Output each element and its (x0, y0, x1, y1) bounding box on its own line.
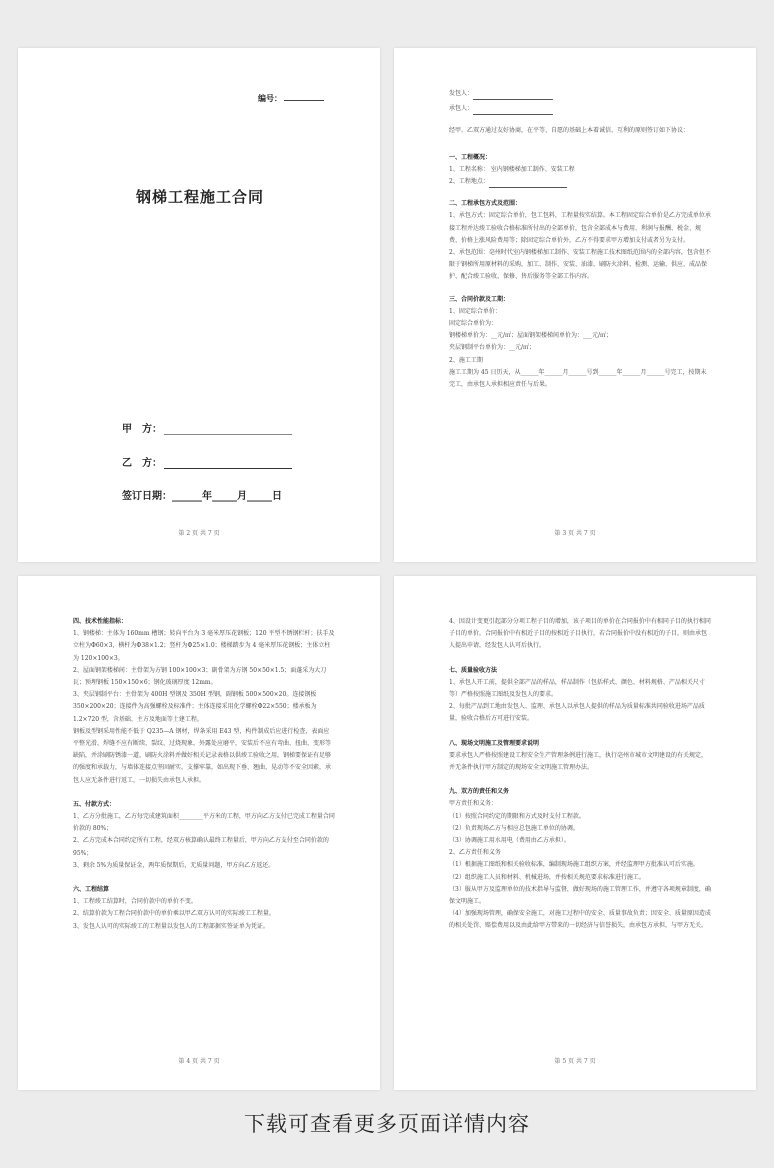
page-footer: 第 3 页 共 7 页 (554, 530, 596, 537)
s1-item-2: 2、工程地点： (449, 178, 489, 186)
s8-item-1: 要求承包人严格按照建设工程安全生产管理条例进行施工，执行亳州市城市文明建设的有关规定，并无条件执行甲方制定的现场安全文明施工管理办法。 (449, 751, 708, 772)
s6-item-1: 1、工程竣工结算时，合同价款中的单价不变。 (73, 898, 197, 906)
page-footer: 第 2 页 共 7 页 (178, 530, 220, 537)
s2-item-1: 1、承包方式：固定综合单价，包工包料，工程量按实结算。本工程固定综合单价是乙方完成单位承接工程并达竣工验收合格标准所付出的全部单价，包含全部成本与费用、利润与报酬、税金、规费、价格上涨风险费用等；除固定综合单价外，乙方不得要求甲方增加支付或者另为支付。 (449, 212, 711, 244)
s7-item-2: 2、每批产品到工地由发包人、监理、承包人以承包人提供的样品为质量标准共同验收进场产品质量，验收合格后方可进行安装。 (449, 703, 705, 723)
page-4 (18, 576, 380, 1090)
party-a-label: 甲 方： (122, 424, 162, 435)
section-2-title: 二、工程承包方式及范围： (449, 200, 522, 208)
s5-item-2: 2、乙方完成本合同约定所有工程，经双方核算确认最终工程量后，甲方向乙方支付至合同价款的 95%； (73, 837, 329, 857)
s6-item-4: 4、因设计变更引起部分分项工程子目的增加，该子项目的单价在合同报价中有相同子目的执行相同子目的单价，合同报价中有相近子目的按相近子目执行，若合同报价中没有相近的子目，则由承包人提出申请，经发包人认可后执行。 (449, 618, 711, 650)
fabao-label: 发包人： (449, 90, 474, 97)
download-caption: 下载可查看更多页面详情内容 (244, 1112, 530, 1136)
page-5-body (449, 616, 711, 933)
s9-party-a: 甲方责任和义务： (449, 800, 498, 808)
chengbao-label: 承包人： (449, 105, 474, 113)
s9-b-item-1: （1）根据施工图纸和相关验收标准，编制现场施工组织方案，并经监理甲方批准认可后实施。 (449, 861, 699, 869)
s4-item-1: 1、钢楼梯：主体为 160mm 槽钢；转向平台为 3 毫米厚压花钢板；120 平型不锈钢栏杆；扶手及立柱为Φ60×3，横杆为Φ38×1.2；竖杆为Φ25×1.0；楼梯踏步为 4 毫米厚压花钢板；主体立柱为 120×100×3。 (73, 630, 335, 662)
section-8-title: 八、现场文明施工及管理要求说明 (449, 739, 540, 747)
s3-item-2: 2、施工工期 (449, 356, 483, 364)
party-a-row (122, 420, 292, 435)
s9-a-item-3: （3）协调施工用水用电（费用由乙方承担）。 (449, 837, 570, 845)
cover-page (18, 48, 380, 562)
s5-item-1: 1、乙方分批施工，乙方每完成建筑面积________平方米的工程，甲方向乙方支付已完成工程量合同价款的 80%； (73, 813, 335, 833)
s3-item-1a: 固定综合单价为： (449, 320, 498, 328)
section-4-title: 四、技术性能指标： (73, 618, 128, 625)
s4-item-3: 3、夹层钢制平台：主骨架为 400H 型钢及 350H 型钢，副钢板 500×500×20。连接钢板 350×200×20；连接件为高强螺栓及标准件；主体连接采用化学螺栓Φ22×550；楼承板为 1.2×720 型，含基础、主方及地面等土建工程。 (73, 691, 317, 723)
s9-a-item-2: （2）负责现场乙方与相应总包施工单位的协调。 (449, 824, 579, 832)
section-5-title: 五、付款方式： (73, 800, 116, 808)
fabao-line (473, 92, 553, 100)
fabao-row (449, 88, 711, 100)
chengbao-row (449, 103, 711, 115)
party-b-row (122, 454, 292, 469)
party-a-line (164, 424, 292, 435)
s4-item-4: 钢板及型钢采用性能不低于 Q235—A 钢材，焊条采用 E43 型，构件制成后应进行检查，表面应平整光滑，焊缝不应有断续、裂纹、过烧现象，外露处应磨平，安装后不应有弯曲、扭曲、变形等缺陷，并涂刷防锈漆一道，刷防火涂料并做好相关记录表格以供竣工验收之用，钢梯要保证有足够的强度和承载力，与墙体连接点坚固耐实，支撑牢靠，如出现下垂、翘曲、晃动等不安全因素，承包人应无条件进行返工，一切损失由承包人承担。 (73, 727, 332, 784)
site-line (489, 180, 567, 188)
s6-item-2: 2、结算价款为工程合同价款中的单价乘以甲乙双方认可的实际竣工工程量。 (73, 910, 275, 918)
chengbao-line (473, 107, 553, 115)
page-3 (394, 48, 756, 562)
s9-a-item-1: （1）按照合同约定的期限和方式及时支付工程款。 (449, 812, 585, 820)
s3-item-1c: 夹层钢制平台单价为：__元/㎡； (449, 344, 536, 352)
intro-text: 经甲、乙双方通过友好协商，在平等、自愿的基础上本着诚信、互利的原则签订如下协议： (449, 127, 690, 135)
contract-title: 钢梯工程施工合同 (136, 188, 265, 206)
s6-item-3: 3、发包人认可的实际竣工的工程量以发包人的工程部据实签证单为凭证。 (73, 922, 269, 930)
s3-item-1b: 钢楼梯单价为：__元/㎡；屋面钢架楼梯间单价为：___元/㎡； (449, 332, 613, 340)
party-b-label: 乙 方： (122, 458, 162, 469)
s9-b-item-2: （2）组织施工人员和材料、机械进场，并按相关规范要求标准进行施工。 (449, 873, 645, 881)
contract-number-line (284, 100, 324, 101)
contract-number (258, 93, 324, 104)
party-b-line (164, 458, 292, 469)
page-footer: 第 5 页 共 7 页 (554, 1058, 596, 1065)
s5-item-3: 3、剩余 5%为质量保证金，两年质保期后，无质量问题，甲方向乙方返还。 (73, 861, 275, 869)
section-9-title: 九、双方的责任和义务 (449, 788, 510, 796)
s3-item-1: 1、固定综合单价： (449, 307, 501, 315)
s2-item-2: 2、承包范围：亳州时代室内钢楼梯加工制作、安装工程施工技术图纸范围内的全部内容，包含但不限于钢梯所用原材料的采购，加工、制作、安装、油漆、刷防火涂料、检测、运输、供应、成品保护、配合竣工验收、保修、售后服务等全部工作内容。 (449, 249, 711, 281)
page-4-body (73, 616, 335, 933)
s1-item-1: 1、工程名称： 室内钢楼梯加工制作、安装工程 (449, 165, 575, 173)
page-5 (394, 576, 756, 1090)
s4-item-2: 2、屋面钢架楼梯间：主骨架为方钢 100×100×3；副骨架为方钢 50×50×1.5；面蓬采为大刀瓦；预埋钢板 150×150×6；钢化玻璃厚度 12mm。 (73, 666, 327, 687)
s9-party-b: 2、乙方责任和义务 (449, 849, 501, 857)
s1-item-2-row (449, 176, 711, 188)
s7-item-1: 1、承包人开工前，提供全部产品的样品，样品制作（包括样式、颜色、材料规格、产品相关尺寸等）严格按照施工图纸及发包人的要求。 (449, 678, 705, 699)
section-7-title: 七、质量验收方法 (449, 666, 498, 674)
contract-number-label: 编号： (258, 93, 282, 103)
section-6-title: 六、工程结算 (73, 886, 110, 894)
page-3-body (449, 88, 711, 391)
section-3-title: 三、合同价款及工期： (449, 295, 510, 303)
sign-date: 签订日期：______年_____月_____日 (122, 491, 282, 502)
s9-b-item-3: （3）服从甲方及监理单位的技术指导与监督，做好现场的施工管理工作，并遵守各项规章制度，确保文明施工。 (449, 885, 711, 906)
section-1-title: 一、工程概况： (449, 153, 492, 161)
s9-b-item-4: （4）加强现场管理，确保安全施工，对施工过程中的安全、质量事故负责；因安全、质量原因造成的相关处罚、赔偿费用以及由此给甲方带来的一切经济与信誉损失，由承包方承担，与甲方无关。 (449, 910, 711, 930)
s3-item-2a: 施工工期为 45 日历天，从______年______月______号到______年______月______号完工，按期未完工，由承包人承担相应责任与后果。 (449, 368, 707, 389)
page-footer: 第 4 页 共 7 页 (178, 1058, 220, 1065)
